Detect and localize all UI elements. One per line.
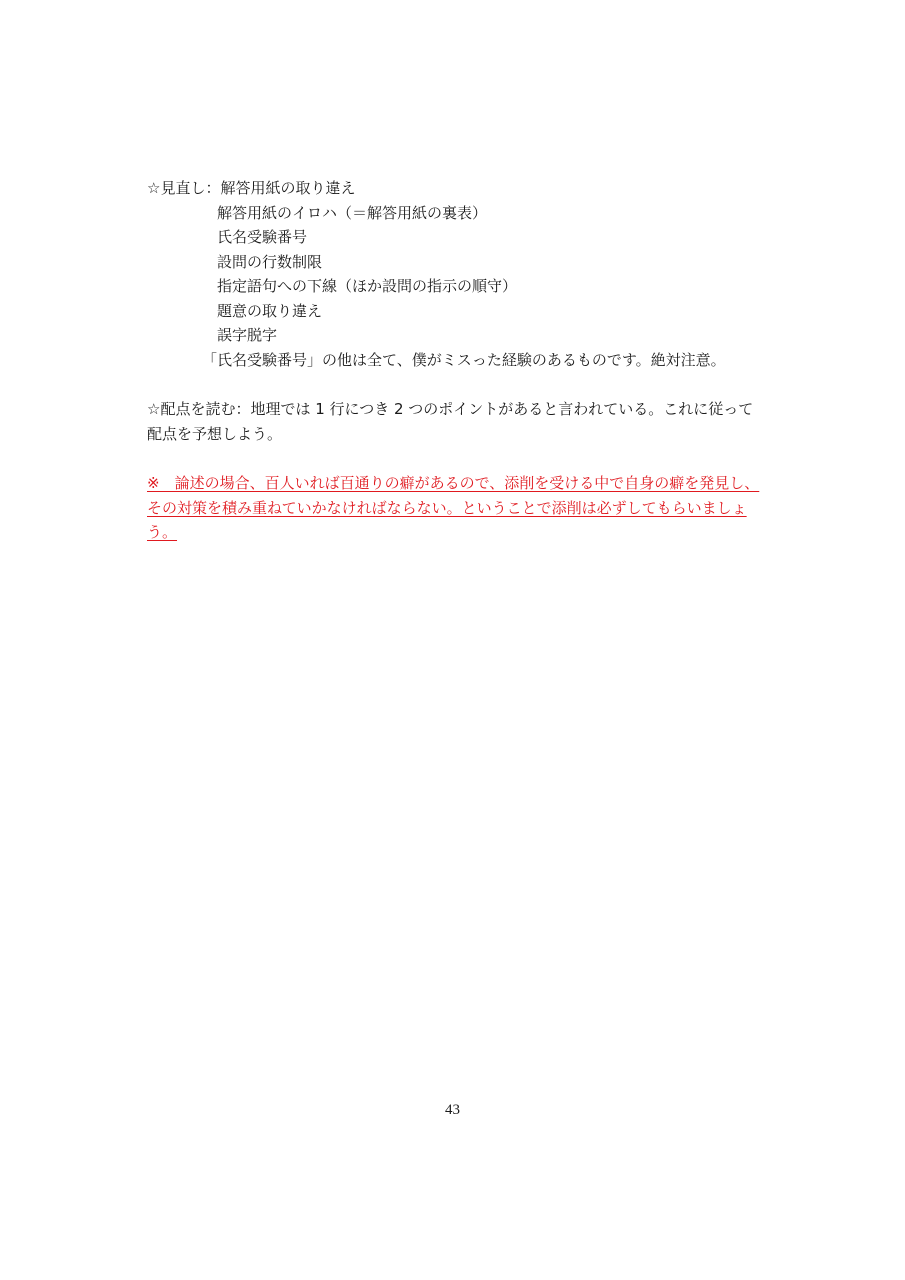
- spacer: [147, 446, 762, 471]
- page-number: 43: [445, 1102, 460, 1118]
- review-item: 氏名受験番号: [217, 228, 308, 246]
- review-item: 題意の取り違え: [217, 301, 323, 320]
- warning-line-3: う。: [147, 523, 178, 541]
- scoring-line-2: 配点を予想しよう。: [147, 424, 283, 443]
- warning-block: [147, 471, 762, 545]
- spacer: [147, 372, 762, 397]
- review-item: 設問の行数制限: [217, 252, 323, 271]
- warning-line-1: ※ 論述の場合、百人いれば百通りの癖があるので、添削を受ける中で自身の癖を発見し、: [147, 474, 760, 492]
- review-item: 誤字脱字: [217, 326, 278, 344]
- review-item: 解答用紙のイロハ（＝解答用紙の裏表）: [217, 203, 488, 222]
- scoring-line-1: ☆配点を読む：地理では 1 行につき 2 つのポイントがあると言われている。これに従って: [147, 400, 754, 418]
- review-heading: ☆見直し：解答用紙の取り違え: [147, 179, 356, 197]
- review-note: 「氏名受験番号」の他は全て、僕がミスった経験のあるものです。絶対注意。: [202, 350, 726, 369]
- review-item: 指定語句への下線（ほか設問の指示の順守）: [217, 277, 518, 295]
- document-body: [147, 176, 762, 545]
- warning-line-2: その対策を積み重ねていかなければならない。ということで添削は必ずしてもらいましょ: [147, 498, 747, 517]
